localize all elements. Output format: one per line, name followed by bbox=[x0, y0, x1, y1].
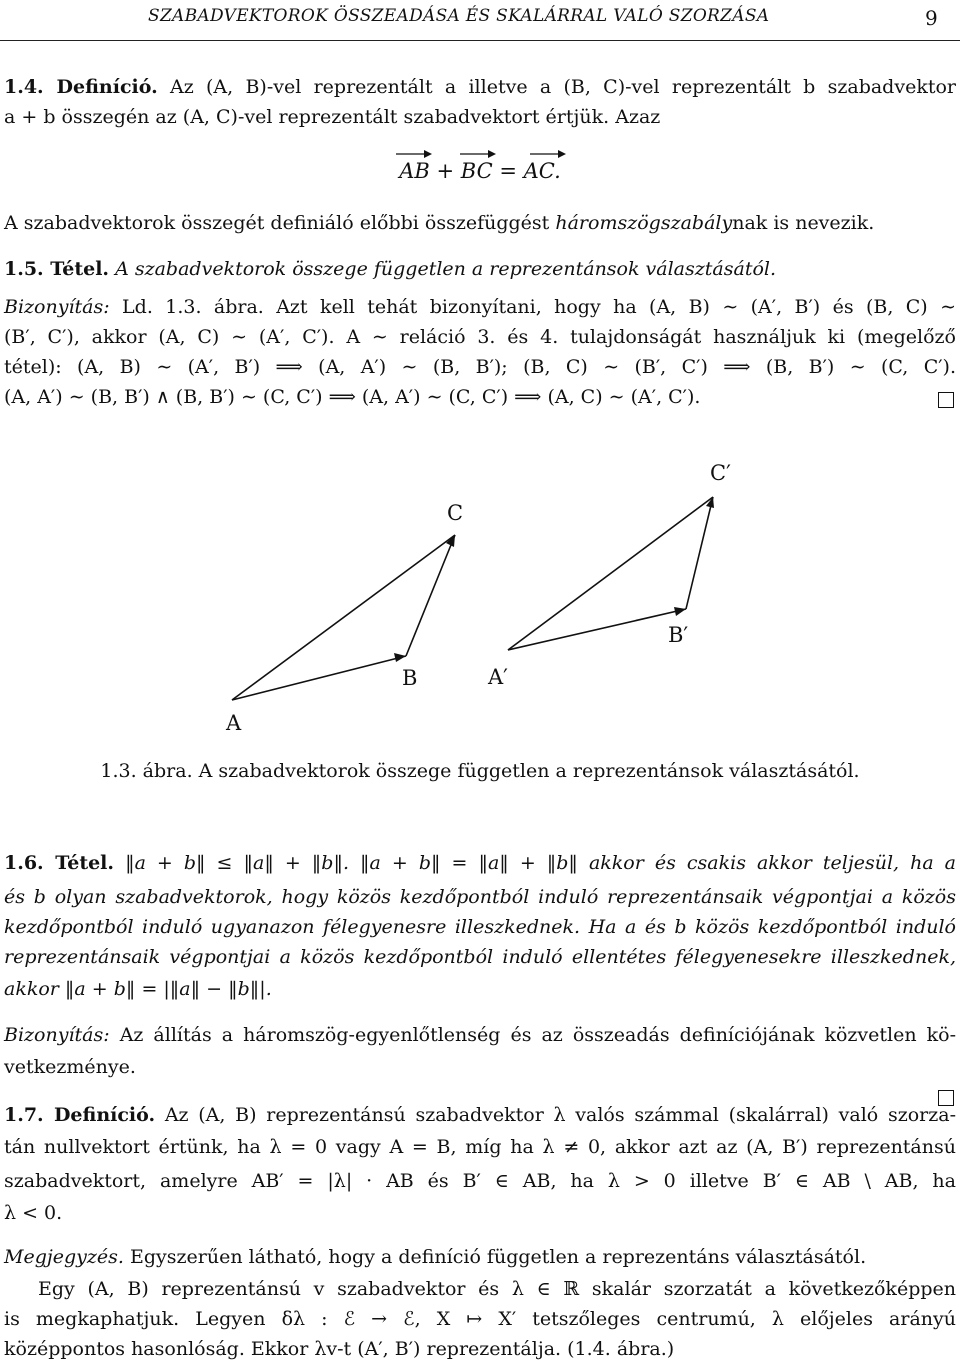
thm16-text-1: ‖a + b‖ ≤ ‖a‖ + ‖b‖. ‖a + b‖ = ‖a‖ + ‖b‖ akkor és csakis akkor teljesül, ha a bbox=[125, 852, 957, 874]
thm16-line-2: és b olyan szabadvektorok, hogy közös kezdőpontból induló reprezentánsaik végpontjai a közös bbox=[4, 886, 956, 908]
arrowhead-bc bbox=[488, 150, 496, 158]
point-label-c: C bbox=[447, 501, 464, 525]
arrowhead-b2 bbox=[674, 607, 686, 616]
proof15-line-2: (B′, C′), akkor (A, C) ∼ (A′, C′). A ∼ reláció 3. és 4. tulajdonságát használjuk ki (megelőző bbox=[4, 326, 956, 348]
def14-text-1: Az (A, B)-vel reprezentált a illetve a (B, C)-vel reprezentált b szabadvektor bbox=[169, 76, 956, 98]
arrowhead-b bbox=[394, 653, 406, 662]
figure-caption: 1.3. ábra. A szabadvektorok összege független a reprezentánsok választásától. bbox=[100, 760, 860, 782]
proof16-text-1: Az állítás a háromszög-egyenlőtlenség és az összeadás definíciójának közvetlen kö- bbox=[119, 1024, 956, 1046]
thm16-line-1 bbox=[4, 850, 956, 876]
proof15-text-1: Ld. 1.3. ábra. Azt kell tehát bizonyítani, hogy ha (A, B) ∼ (A′, B′) és (B, C) ∼ bbox=[122, 296, 957, 318]
figure-1-3 bbox=[0, 440, 960, 760]
note-line-1: Egy (A, B) reprezentánsú v szabadvektor és λ ∈ ℝ skalár szorzatát a következőképpen bbox=[38, 1278, 956, 1300]
equation-vector-arrows bbox=[0, 144, 960, 164]
def17-label: 1.7. Definíció. bbox=[4, 1104, 156, 1126]
def17-line-4: λ < 0. bbox=[4, 1202, 63, 1224]
note-line-2: is megkaphatjuk. Legyen δλ : ℰ → ℰ, X ↦ X′ tetszőleges centrumú, λ előjeles arányú bbox=[4, 1308, 956, 1330]
arrowhead-ac bbox=[558, 150, 566, 158]
note-line-0 bbox=[4, 1244, 956, 1270]
def17-line-2: tán nullvektort értünk, ha λ = 0 vagy A = B, míg ha λ ≠ 0, akkor azt az (A, B′) reprezentánsú bbox=[4, 1136, 956, 1158]
page-number: 9 bbox=[924, 6, 938, 30]
point-label-c2: C′ bbox=[710, 461, 731, 485]
header-title: SZABADVEKTOROK ÖSSZEADÁSA ÉS SKALÁRRAL VALÓ SZORZÁSA bbox=[148, 6, 770, 26]
def14-line-2: a + b összegén az (A, C)-vel reprezentált szabadvektort értjük. Azaz bbox=[4, 106, 661, 128]
thm16-line-5: akkor ‖a + b‖ = |‖a‖ − ‖b‖|. bbox=[4, 978, 272, 1000]
def14-remark-italic: háromszögszabály bbox=[555, 212, 733, 234]
proof16-label: Bizonyítás: bbox=[4, 1024, 110, 1046]
thm16-label: 1.6. Tétel. bbox=[4, 852, 115, 874]
point-label-b: B bbox=[402, 666, 418, 690]
qed-square-1 bbox=[938, 392, 954, 408]
def14-remark-post: nak is nevezik. bbox=[732, 212, 875, 234]
arrowhead-ab bbox=[424, 150, 432, 158]
thm16-line-4: reprezentánsaik végpontjai a közös kezdőpontból induló ellentétes félegyenesekre illeszkednek, bbox=[4, 946, 956, 968]
thm15-label: 1.5. Tétel. bbox=[4, 258, 110, 280]
def14-equation: AB + BC = AC. bbox=[399, 159, 561, 183]
header-rule bbox=[0, 40, 960, 41]
def17-line-3: szabadvektort, amelyre AB′ = |λ| · AB és B′ ∈ AB, ha λ > 0 illetve B′ ∈ AB \ AB, ha bbox=[4, 1170, 956, 1192]
point-label-a: A bbox=[226, 711, 242, 735]
def14-line-1 bbox=[4, 74, 956, 100]
def14-remark bbox=[4, 210, 956, 236]
thm15-line bbox=[4, 256, 956, 282]
proof16-line-1 bbox=[4, 1022, 956, 1048]
def17-line-1 bbox=[4, 1102, 956, 1128]
note-label: Megjegyzés. bbox=[4, 1246, 124, 1268]
proof15-label: Bizonyítás: bbox=[4, 296, 110, 318]
proof15-line-1 bbox=[4, 294, 956, 320]
note-line-3: középpontos hasonlóság. Ekkor λv-t (A′, B′) reprezentálja. (1.4. ábra.) bbox=[4, 1338, 675, 1360]
point-label-a2: A′ bbox=[488, 665, 508, 689]
def14-label: 1.4. Definíció. bbox=[4, 76, 158, 98]
proof15-line-3: tétel): (A, B) ∼ (A′, B′) ⟹ (A, A′) ∼ (B, B′); (B, C) ∼ (B′, C′) ⟹ (B, B′) ∼ (C, C′). bbox=[4, 356, 956, 378]
def14-remark-pre: A szabadvektorok összegét definiáló előbbi összefüggést bbox=[4, 212, 556, 234]
point-label-b2: B′ bbox=[668, 623, 689, 647]
note-text: Egyszerűen látható, hogy a definíció független a reprezentáns választásától. bbox=[129, 1246, 867, 1268]
def17-text-1: Az (A, B) reprezentánsú szabadvektor λ valós számmal (skalárral) való szorza- bbox=[164, 1104, 956, 1126]
proof16-line-2: vetkezménye. bbox=[4, 1056, 136, 1078]
thm15-text: A szabadvektorok összege független a reprezentánsok választásától. bbox=[115, 258, 777, 280]
segment-a-b bbox=[232, 656, 406, 700]
running-header bbox=[0, 4, 960, 34]
thm16-line-3: kezdőpontból induló ugyanazon félegyenesre illeszkednek. Ha a és b közös kezdőpontból induló bbox=[4, 916, 956, 938]
proof15-line-4: (A, A′) ∼ (B, B′) ∧ (B, B′) ∼ (C, C′) ⟹ (A, A′) ∼ (C, C′) ⟹ (A, C) ∼ (A′, C′). bbox=[4, 386, 701, 408]
